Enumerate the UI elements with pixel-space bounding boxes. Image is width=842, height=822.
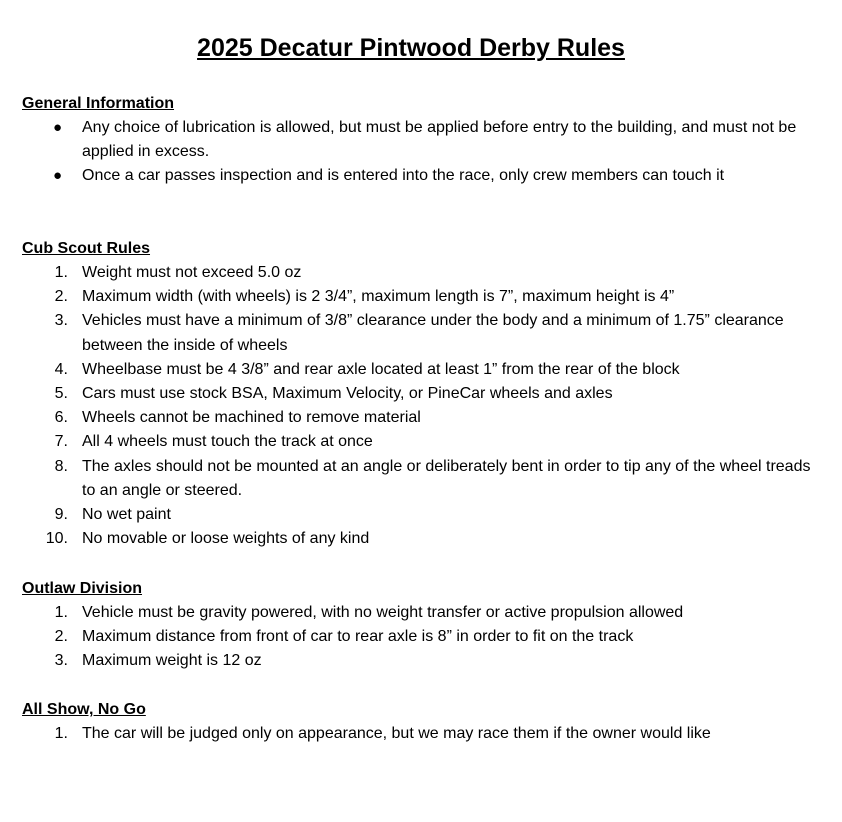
- list-item-text: Vehicle must be gravity powered, with no weight transfer or active propulsion allowed: [82, 604, 684, 621]
- list-item-text: The car will be judged only on appearance, but we may race them if the owner would like: [82, 725, 711, 742]
- list-item: [22, 309, 822, 357]
- section-heading: General Information: [22, 95, 175, 112]
- list-item-text: Vehicles must have a minimum of 3/8” clearance under the body and a minimum of 1.75” clearance between the inside of wheels: [82, 312, 784, 354]
- section-heading: Outlaw Division: [22, 580, 143, 597]
- list-item-text: Cars must use stock BSA, Maximum Velocity, or PineCar wheels and axles: [82, 385, 613, 403]
- number-marker: 4.: [54, 360, 68, 378]
- number-marker: 1.: [54, 604, 68, 621]
- list-item: [22, 358, 822, 382]
- number-marker: 5.: [54, 385, 68, 403]
- list-item: [22, 527, 822, 551]
- section-heading: All Show, No Go: [22, 701, 146, 718]
- list-item: [22, 116, 822, 164]
- list-item-text: Wheelbase must be 4 3/8” and rear axle located at least 1” from the rear of the block: [82, 360, 680, 378]
- bullet-marker: ●: [52, 119, 62, 136]
- list-item-text: All 4 wheels must touch the track at once: [82, 433, 373, 451]
- section-all-show-no-go: [22, 698, 822, 746]
- number-marker: 3.: [54, 312, 68, 330]
- list-item: [22, 164, 822, 188]
- list-item: [22, 722, 822, 746]
- section-cub-scout-rules: [22, 237, 822, 551]
- list-item-text: The axles should not be mounted at an angle or deliberately bent in order to tip any of the wheel treads to an angle or steered.: [82, 457, 811, 499]
- list-item: [22, 406, 822, 430]
- list-item-text: No wet paint: [82, 506, 171, 524]
- list-item-text: Maximum width (with wheels) is 2 3/4”, maximum length is 7”, maximum height is 4”: [82, 288, 675, 306]
- list-item-text: Maximum distance from front of car to rear axle is 8” in order to fit on the track: [82, 628, 634, 646]
- list-item-text: Wheels cannot be machined to remove material: [82, 409, 421, 427]
- number-marker: 9.: [54, 506, 68, 524]
- number-marker: 2.: [54, 288, 68, 306]
- list-item: [22, 285, 822, 309]
- bullet-marker: ●: [52, 167, 62, 185]
- number-marker: 8.: [54, 457, 68, 475]
- number-marker: 2.: [54, 628, 68, 646]
- list-item: [22, 382, 822, 406]
- list-item: [22, 601, 822, 625]
- number-marker: 6.: [54, 409, 68, 427]
- number-marker: 7.: [54, 433, 68, 451]
- list-item: [22, 455, 822, 503]
- list-item: [22, 430, 822, 454]
- number-marker: 1.: [54, 725, 68, 742]
- section-outlaw-division: [22, 577, 822, 674]
- list-item-text: Weight must not exceed 5.0 oz: [82, 264, 302, 281]
- list-item: [22, 625, 822, 649]
- section-heading: Cub Scout Rules: [22, 240, 151, 257]
- page-title: 2025 Decatur Pintwood Derby Rules: [197, 34, 625, 62]
- number-marker: 1.: [54, 264, 68, 281]
- number-marker: 3.: [54, 652, 68, 670]
- list-item-text: Any choice of lubrication is allowed, but must be applied before entry to the building, and must not be applied in excess.: [82, 119, 797, 161]
- list-item-text: No movable or loose weights of any kind: [82, 530, 370, 548]
- list-item: [22, 503, 822, 527]
- list-item-text: Maximum weight is 12 oz: [82, 652, 262, 670]
- list-item: [22, 261, 822, 285]
- number-marker: 10.: [45, 530, 68, 548]
- list-item-text: Once a car passes inspection and is entered into the race, only crew members can touch it: [82, 167, 725, 185]
- section-general-information: [22, 92, 822, 189]
- list-item: [22, 649, 822, 673]
